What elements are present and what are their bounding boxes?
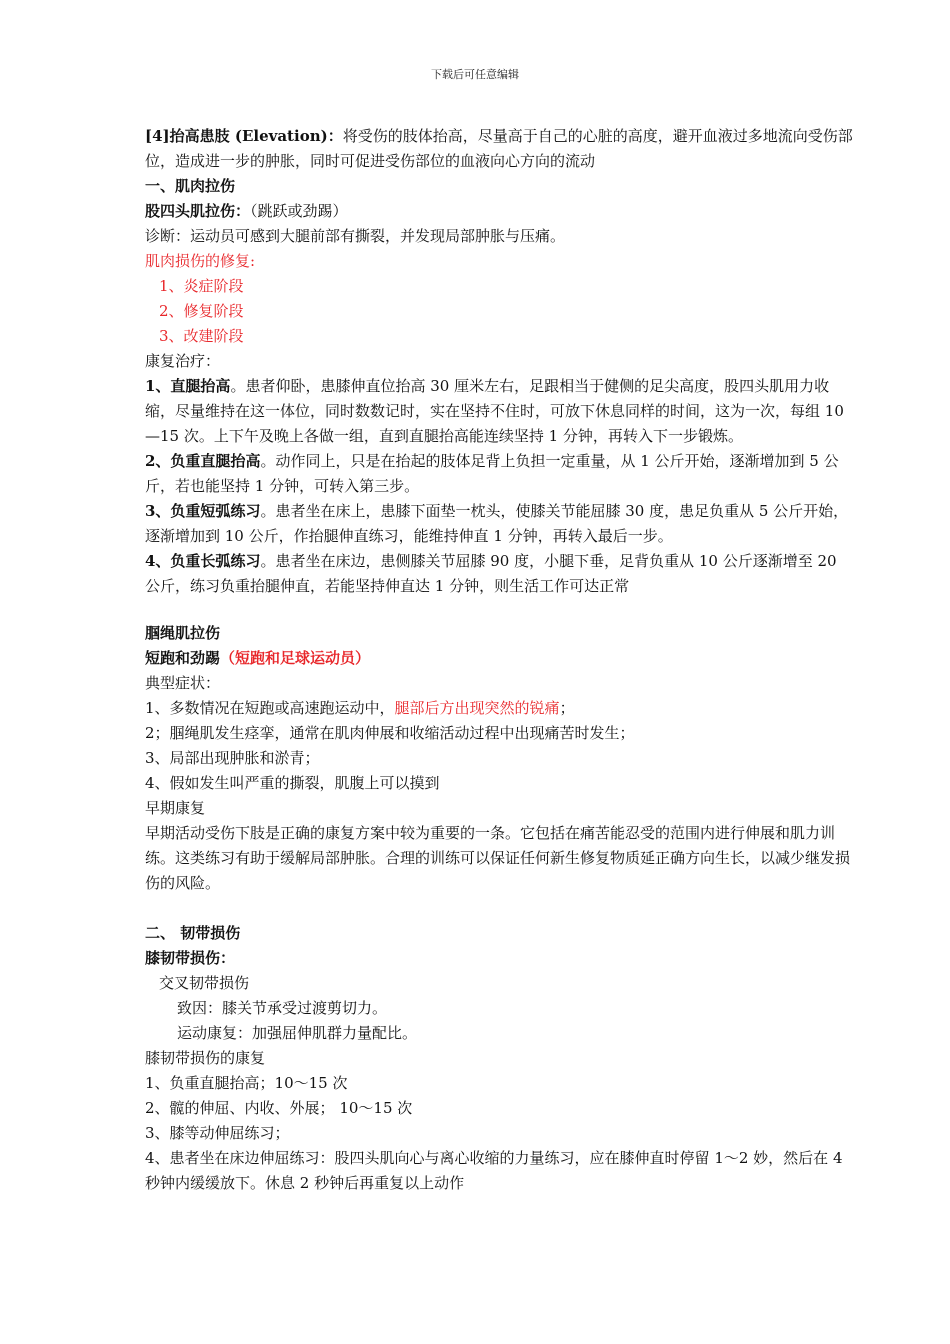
symptom-item: 3、局部出现肿胀和淤青； — [145, 749, 320, 767]
hamstring-title: 腘绳肌拉伤 — [145, 624, 221, 642]
rehab-item-text: 。患者仰卧，患膝伸直位抬高 30 厘米左右，足跟相当于健侧的足尖高度，股四头肌用力收缩，尽量维持在这一体位，同时数数记时，实在坚持不住时，可放下休息同样的时间，这为一次，每组 10—15 次。上下午及晚上各做一组，直到直腿抬高能连续坚持 1 分钟，再转入下一步锻炼。 — [145, 377, 844, 445]
spacer — [145, 896, 855, 921]
rehab-item-label: 1、直腿抬高 — [145, 377, 231, 395]
symptom-text: ； — [559, 699, 575, 717]
ligament-rehab-item: 1、负重直腿抬高；10～15 次 — [145, 1074, 348, 1092]
elevation-paragraph — [145, 124, 855, 174]
symptom-highlight: 腿部后方出现突然的锐痛 — [394, 699, 560, 717]
elevation-label: [4]抬高患肢 (Elevation)： — [145, 127, 343, 145]
repair-stage: 1、炎症阶段 — [159, 277, 244, 295]
section-2-title: 二、 韧带损伤 — [145, 924, 241, 942]
quadriceps-note: （跳跃或劲踢） — [250, 202, 348, 220]
hamstring-cause-label: 短跑和劲踢 — [145, 649, 221, 667]
rehab-item — [145, 449, 855, 499]
document-body — [145, 124, 855, 1196]
rehab-item-text: 。患者坐在床边，患侧膝关节屈膝 90 度，小腿下垂，足背负重从 10 公斤逐渐增至 20 公斤，练习负重抬腿伸直，若能坚持伸直达 1 分钟，则生活工作可达正常 — [145, 552, 837, 595]
quadriceps-heading — [145, 199, 855, 224]
elevation-text: 将受伤的肢体抬高，尽量高于自己的心脏的高度，避开血液过多地流向受伤部位，造成进一步的肿胀，同时可促进受伤部位的血液向心方向的流动 — [145, 127, 853, 170]
rehab-title: 康复治疗： — [145, 352, 221, 370]
symptom-text: 1、多数情况在短跑或高速跑运动中， — [145, 699, 395, 717]
hamstring-cause-note: （短跑和足球运动员） — [220, 649, 371, 667]
symptom-item: 2；腘绳肌发生痉挛，通常在肌肉伸展和收缩活动过程中出现痛苦时发生； — [145, 724, 635, 742]
ligament-rehab-item: 3、膝等动伸屈练习； — [145, 1124, 290, 1142]
ligament-rehab-item: 4、患者坐在床边伸屈练习：股四头肌向心与离心收缩的力量练习，应在膝伸直时停留 1～2 妙，然后在 4 秒钟内缓缓放下。休息 2 秒钟后再重复以上动作 — [145, 1149, 843, 1192]
early-rehab-title: 早期康复 — [145, 799, 206, 817]
rehab-item-label: 2、负重直腿抬高 — [145, 452, 261, 470]
rehab-item-label: 4、负重长弧练习 — [145, 552, 261, 570]
repair-stage: 3、改建阶段 — [159, 327, 244, 345]
rehab-item-label: 3、负重短弧练习 — [145, 502, 261, 520]
section-1-title: 一、肌肉拉伤 — [145, 177, 236, 195]
repair-stage: 2、修复阶段 — [159, 302, 244, 320]
symptoms-title: 典型症状： — [145, 674, 221, 692]
early-rehab-text: 早期活动受伤下肢是正确的康复方案中较为重要的一条。它包括在痛苦能忍受的范围内进行伸展和肌力训练。这类练习有助于缓解局部肿胀。合理的训练可以保证任何新生修复物质延正确方向生长，以减少继发损伤的风险。 — [145, 824, 851, 892]
rehab-item-text: 。动作同上，只是在抬起的肢体足背上负担一定重量，从 1 公斤开始，逐渐增加到 5 公斤，若也能坚持 1 分钟，可转入第三步。 — [145, 452, 839, 495]
ligament-rehab-title: 膝韧带损伤的康复 — [145, 1049, 266, 1067]
spacer — [145, 599, 855, 621]
hamstring-cause — [145, 646, 855, 671]
symptom-item: 4、假如发生叫严重的撕裂，肌腹上可以摸到 — [145, 774, 440, 792]
knee-ligament-title: 膝韧带损伤： — [145, 949, 236, 967]
cruciate-ligament-title: 交叉韧带损伤 — [159, 974, 250, 992]
diagnosis-text: 诊断：运动员可感到大腿前部有撕裂，并发现局部肿胀与压痛。 — [145, 227, 566, 245]
rehab-item — [145, 549, 855, 599]
rehab-item — [145, 499, 855, 549]
repair-title: 肌肉损伤的修复: — [145, 252, 256, 270]
page-header: 下载后可任意编辑 — [431, 68, 519, 81]
ligament-cause: 致因：膝关节承受过渡剪切力。 — [177, 999, 388, 1017]
quadriceps-label: 股四头肌拉伤： — [145, 202, 251, 220]
rehab-item — [145, 374, 855, 449]
rehab-item-text: 。患者坐在床上，患膝下面垫一枕头，使膝关节能屈膝 30 度，患足负重从 5 公斤开始，逐渐增加到 10 公斤，作抬腿伸直练习，能维持伸直 1 分钟，再转入最后一步。 — [145, 502, 849, 545]
ligament-rehab-item: 2、髋的伸屈、内收、外展； 10～15 次 — [145, 1099, 413, 1117]
symptom-item — [145, 696, 855, 721]
ligament-rehab-short: 运动康复：加强屈伸肌群力量配比。 — [177, 1024, 418, 1042]
